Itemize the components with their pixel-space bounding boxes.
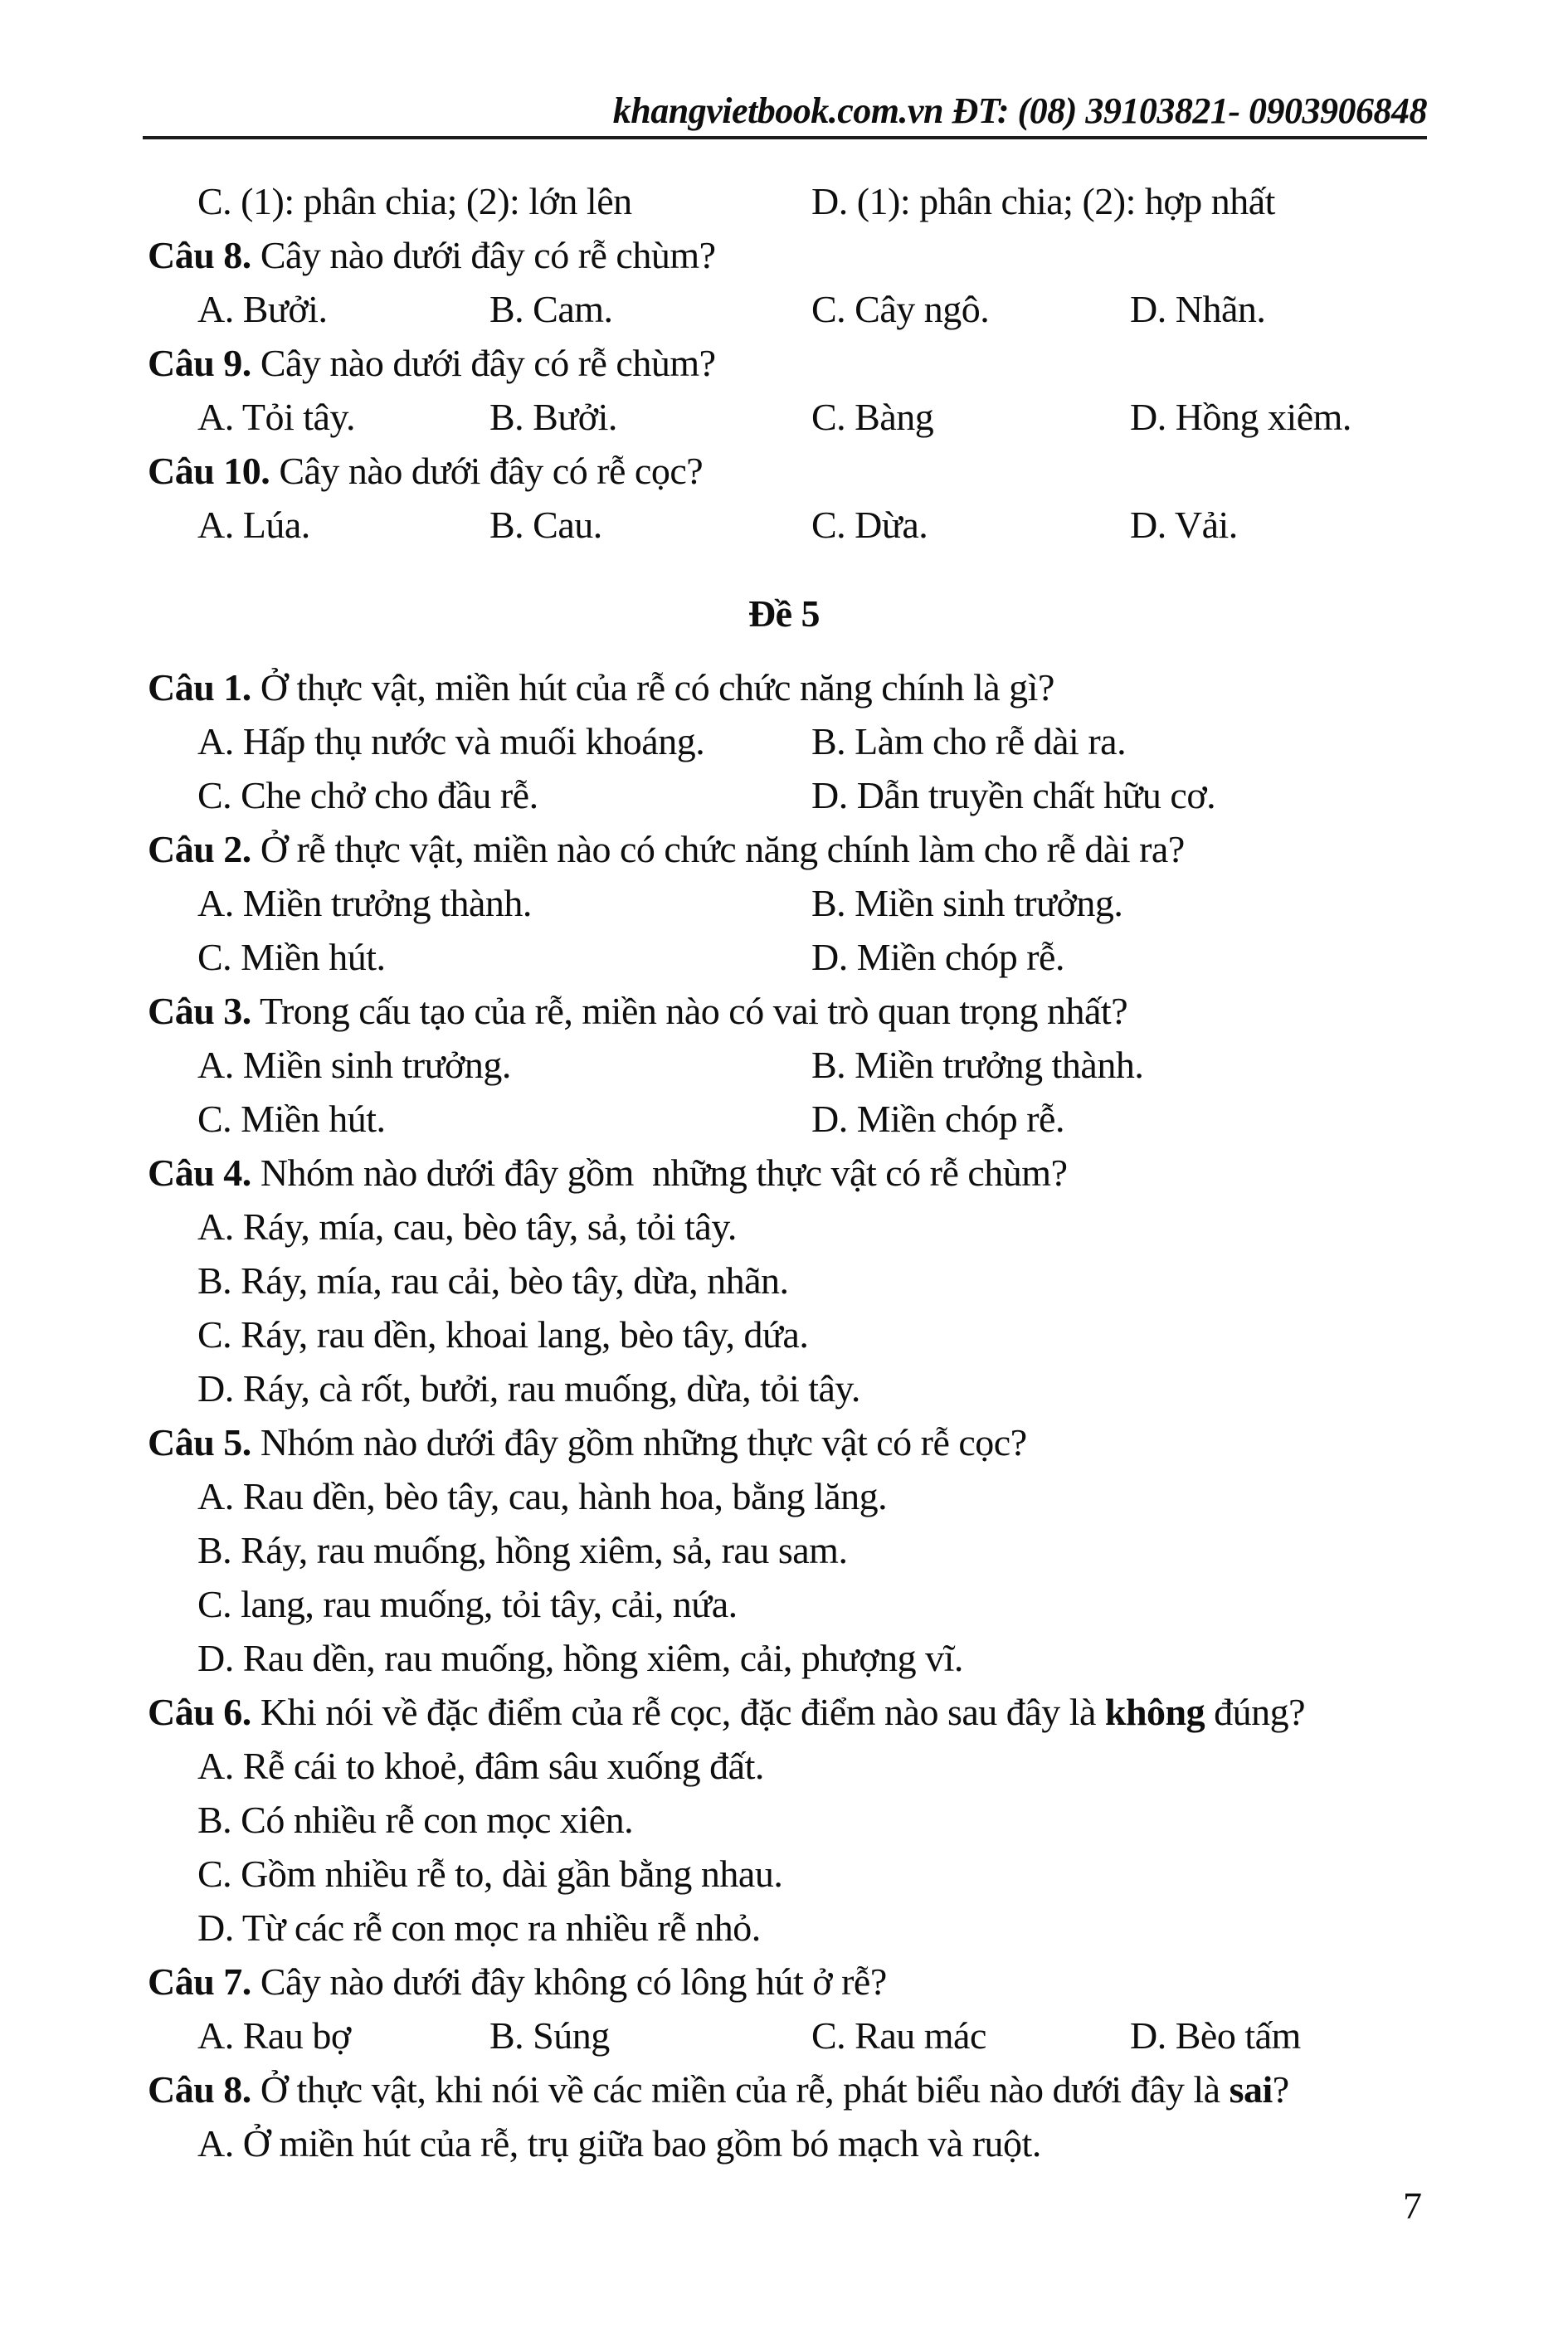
answer-option-line (0, 1901, 1568, 1955)
question-line (0, 228, 1568, 282)
question-text: Ở rễ thực vật, miền nào có chức năng chính làm cho rễ dài ra? (251, 828, 1185, 870)
answer-option-line (0, 1469, 1568, 1523)
document-lines (0, 174, 1568, 2170)
answer-option: A. Miền sinh trưởng. (197, 1044, 511, 1086)
answer-option: B. Ráy, mía, rau cải, bèo tây, dừa, nhãn. (197, 1259, 789, 1302)
answer-option: D. Rau dền, rau muống, hồng xiêm, cải, phượng vĩ. (197, 1637, 963, 1679)
question-number: Câu 4. (148, 1152, 251, 1194)
answer-option-line (0, 1254, 1568, 1307)
answer-option: D. (1): phân chia; (2): hợp nhất (811, 180, 1275, 222)
answer-options-row (0, 876, 1568, 930)
answer-option: B. Miền trưởng thành. (811, 1044, 1144, 1086)
question-text-after: ? (1272, 2068, 1289, 2111)
answer-option: C. Gồm nhiều rễ to, dài gần bằng nhau. (197, 1853, 783, 1895)
question-line (0, 1146, 1568, 1200)
question-text: Cây nào dưới đây có rễ chùm? (251, 234, 716, 276)
answer-option: A. Rễ cái to khoẻ, đâm sâu xuống đất. (197, 1745, 764, 1787)
question-number: Câu 2. (148, 828, 251, 870)
answer-options-row (0, 174, 1568, 228)
answer-option: D. Miền chóp rễ. (811, 1098, 1064, 1140)
question-text-after: đúng? (1205, 1691, 1306, 1733)
question-number: Câu 1. (148, 666, 251, 709)
question-text: Cây nào dưới đây có rễ cọc? (270, 450, 704, 492)
answer-option-line (0, 1307, 1568, 1361)
page-number: 7 (1403, 2184, 1422, 2227)
question-text: Cây nào dưới đây không có lông hút ở rễ? (251, 1960, 887, 2003)
answer-option-line (0, 1577, 1568, 1631)
question-line (0, 1415, 1568, 1469)
question-number: Câu 9. (148, 342, 251, 384)
answer-option: D. Từ các rễ con mọc ra nhiều rễ nhỏ. (197, 1906, 761, 1949)
answer-option: C. (1): phân chia; (2): lớn lên (197, 180, 632, 222)
answer-option-line (0, 1631, 1568, 1685)
answer-option: B. Ráy, rau muống, hồng xiêm, sả, rau sam. (197, 1529, 848, 1571)
answer-option: A. Miền trưởng thành. (197, 882, 532, 924)
question-text: Khi nói về đặc điểm của rễ cọc, đặc điểm nào sau đây là (251, 1691, 1105, 1733)
answer-option: A. Tỏi tây. (197, 396, 355, 438)
answer-option: B. Cau. (489, 504, 602, 546)
question-number: Câu 3. (148, 990, 251, 1032)
answer-option: A. Bưởi. (197, 288, 328, 330)
answer-option: D. Nhãn. (1130, 288, 1266, 330)
answer-options-row (0, 1092, 1568, 1146)
answer-option-line (0, 1739, 1568, 1793)
answer-options-row (0, 1038, 1568, 1092)
answer-option: D. Ráy, cà rốt, bưởi, rau muống, dừa, tỏi tây. (197, 1367, 860, 1410)
answer-option: B. Làm cho rễ dài ra. (811, 720, 1127, 762)
answer-options-row (0, 498, 1568, 552)
question-emphasis: sai (1229, 2068, 1273, 2111)
answer-option: A. Rau dền, bèo tây, cau, hành hoa, bằng lăng. (197, 1475, 888, 1517)
question-number: Câu 6. (148, 1691, 251, 1733)
answer-option: D. Hồng xiêm. (1130, 396, 1351, 438)
question-line (0, 444, 1568, 498)
answer-options-row (0, 714, 1568, 768)
answer-option: A. Ở miền hút của rễ, trụ giữa bao gồm bó mạch và ruột. (197, 2122, 1041, 2165)
answer-option: B. Có nhiều rễ con mọc xiên. (197, 1799, 634, 1841)
answer-option: C. Cây ngô. (811, 288, 990, 330)
answer-option: A. Ráy, mía, cau, bèo tây, sả, tỏi tây. (197, 1205, 737, 1248)
answer-option: C. Rau mác (811, 2014, 986, 2057)
question-text: Nhóm nào dưới đây gồm những thực vật có rễ cọc? (251, 1421, 1027, 1463)
question-text: Ở thực vật, khi nói về các miền của rễ, phát biểu nào dưới đây là (251, 2068, 1230, 2111)
answer-option: B. Súng (489, 2014, 610, 2057)
answer-options-row (0, 390, 1568, 444)
answer-option: D. Miền chóp rễ. (811, 936, 1064, 978)
answer-option: C. Che chở cho đầu rễ. (197, 774, 538, 816)
answer-option: B. Cam. (489, 288, 613, 330)
question-text: Nhóm nào dưới đây gồm những thực vật có rễ chùm? (251, 1152, 1068, 1194)
answer-option: C. Dừa. (811, 504, 928, 546)
answer-option: C. Bàng (811, 396, 934, 438)
answer-option: C. Miền hút. (197, 1098, 386, 1140)
answer-option-line (0, 2116, 1568, 2170)
answer-options-row (0, 930, 1568, 984)
answer-option: C. lang, rau muống, tỏi tây, cải, nứa. (197, 1583, 738, 1625)
section-heading (0, 587, 1568, 640)
answer-option: A. Hấp thụ nước và muối khoáng. (197, 720, 705, 762)
answer-options-row (0, 768, 1568, 822)
question-line (0, 984, 1568, 1038)
answer-option-line (0, 1361, 1568, 1415)
answer-option-line (0, 1523, 1568, 1577)
question-number: Câu 10. (148, 450, 270, 492)
answer-option-line (0, 1847, 1568, 1901)
question-text: Trong cấu tạo của rễ, miền nào có vai trò quan trọng nhất? (251, 990, 1128, 1032)
answer-option: D. Dẫn truyền chất hữu cơ. (811, 774, 1216, 816)
question-line (0, 660, 1568, 714)
question-line (0, 1955, 1568, 2009)
answer-options-row (0, 2009, 1568, 2062)
header-website-phone: khangvietbook.com.vn ĐT: (08) 39103821- 0903906848 (612, 90, 1427, 131)
answer-options-row (0, 282, 1568, 336)
question-line (0, 2062, 1568, 2116)
answer-option: D. Bèo tấm (1130, 2014, 1301, 2057)
question-emphasis: không (1104, 1691, 1205, 1733)
question-number: Câu 7. (148, 1960, 251, 2003)
question-text: Cây nào dưới đây có rễ chùm? (251, 342, 716, 384)
question-text: Ở thực vật, miền hút của rễ có chức năng chính là gì? (251, 666, 1054, 709)
page-header (143, 78, 1427, 139)
question-line (0, 1685, 1568, 1739)
answer-option: C. Ráy, rau dền, khoai lang, bèo tây, dứa. (197, 1313, 809, 1356)
section-heading-text: Đề 5 (747, 592, 821, 635)
answer-option: D. Vải. (1130, 504, 1238, 546)
answer-option: A. Rau bợ (197, 2014, 351, 2057)
question-line (0, 822, 1568, 876)
question-line (0, 336, 1568, 390)
answer-option-line (0, 1793, 1568, 1847)
question-number: Câu 8. (148, 2068, 251, 2111)
answer-option: B. Miền sinh trưởng. (811, 882, 1123, 924)
answer-option-line (0, 1200, 1568, 1254)
answer-option: A. Lúa. (197, 504, 310, 546)
answer-option: B. Bưởi. (489, 396, 617, 438)
answer-option: C. Miền hút. (197, 936, 386, 978)
question-number: Câu 5. (148, 1421, 251, 1463)
question-number: Câu 8. (148, 234, 251, 276)
